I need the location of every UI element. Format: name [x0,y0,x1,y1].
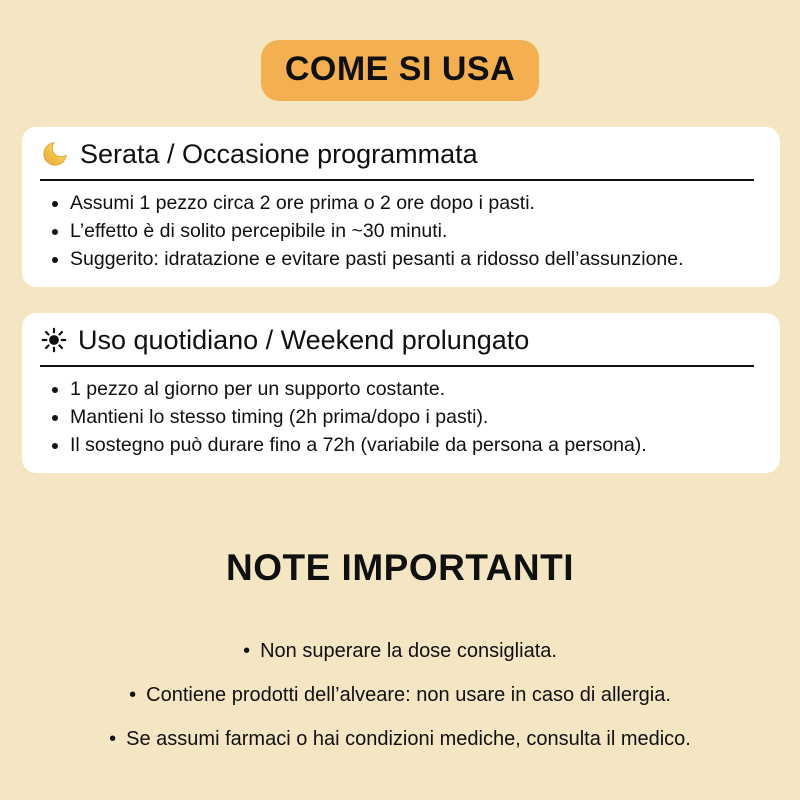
card-daily-title-row [36,325,754,355]
note-item: • Non superare la dose consigliata. [0,639,800,663]
card-daily-divider [40,365,754,367]
crescent-moon-icon [40,139,70,169]
card-evening-title-row [36,139,754,169]
card-evening-bullet-list [36,189,754,273]
bullet-item: • Il sostegno può durare fino a 72h (variabile da persona a persona). [70,431,754,459]
section-badge: COME SI USA [261,40,539,101]
bullet-item: • Mantieni lo stesso timing (2h prima/dopo i pasti). [70,403,754,431]
card-evening-divider [40,179,754,181]
notes-list [0,639,800,751]
card-daily-bullet-list [36,375,754,459]
notes-title: NOTE IMPORTANTI [225,547,574,588]
card-evening-use [22,127,780,287]
card-daily-title: Uso quotidiano / Weekend prolungato [78,325,530,355]
card-evening-title: Serata / Occasione programmata [80,139,478,169]
header-badge-row [0,0,800,101]
sun-icon [40,326,68,354]
note-item: • Se assumi farmaci o hai condizioni mediche, consulta il medico. [0,727,800,751]
note-item: • Contiene prodotti dell’alveare: non usare in caso di allergia. [0,683,800,707]
bullet-item: • Assumi 1 pezzo circa 2 ore prima o 2 ore dopo i pasti. [70,189,754,217]
card-daily-use [22,313,780,473]
bullet-item: • 1 pezzo al giorno per un supporto costante. [70,375,754,403]
bullet-item: • L’effetto è di solito percepibile in ~30 minuti. [70,217,754,245]
bullet-item: • Suggerito: idratazione e evitare pasti pesanti a ridosso dell’assunzione. [70,245,754,273]
